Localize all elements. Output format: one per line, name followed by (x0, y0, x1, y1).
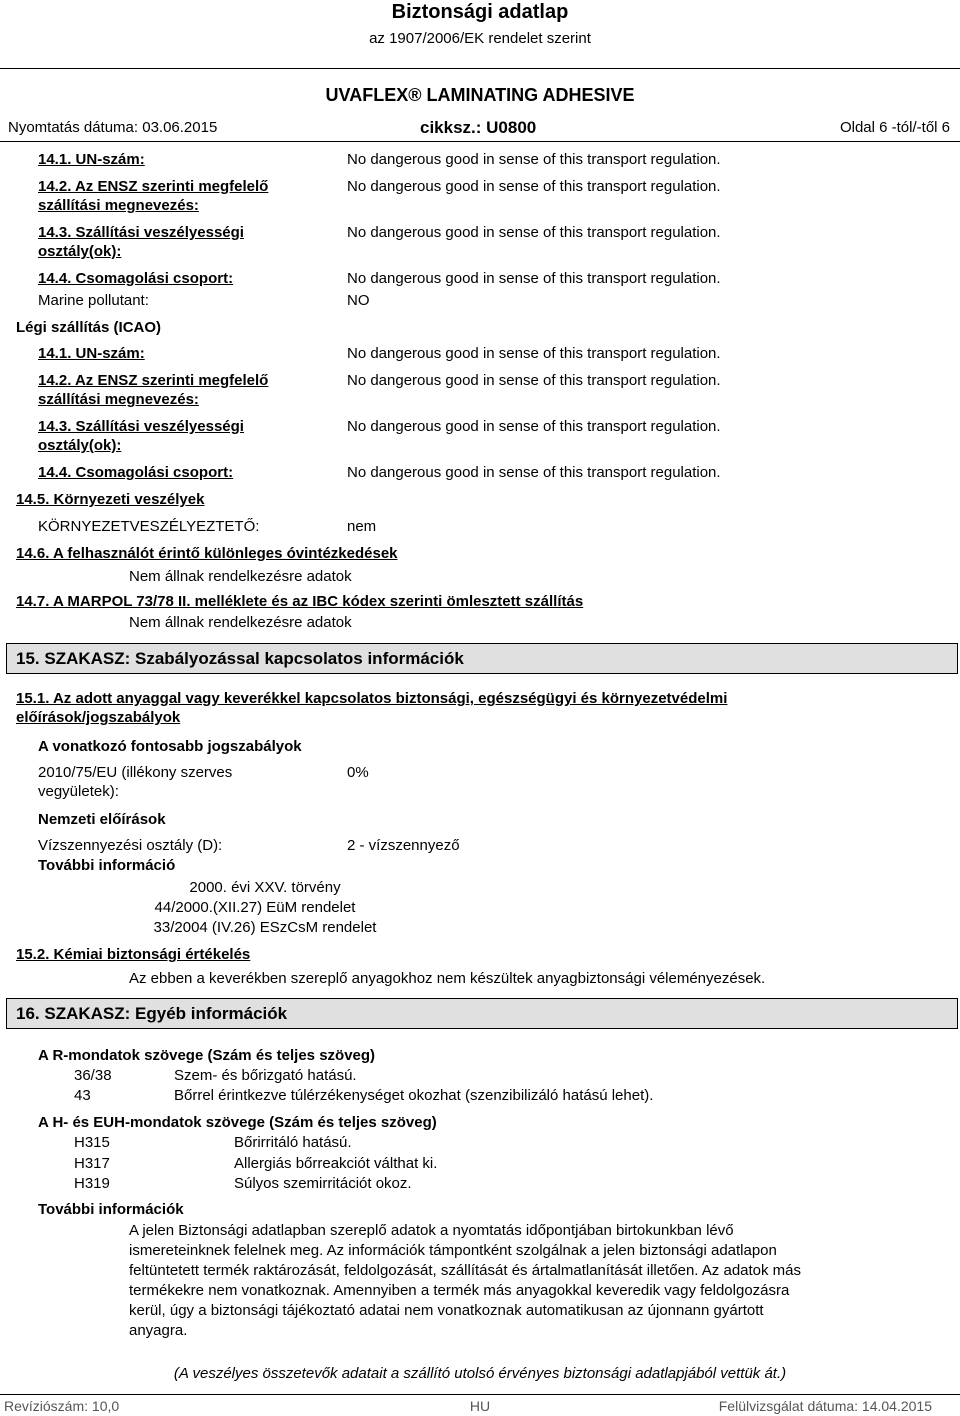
r-phrase-text: Szem- és bőrizgató hatású. (174, 1067, 357, 1084)
env-hazard-label: KÖRNYEZETVESZÉLYEZTETŐ: (38, 518, 260, 535)
special-precautions-text: Nem állnak rendelkezésre adatok (129, 568, 352, 585)
special-precautions-heading: 14.6. A felhasználót érintő különleges óvintézkedések (16, 545, 398, 562)
h-phrase-code: H319 (74, 1175, 110, 1192)
sea-shipping-name-value: No dangerous good in sense of this transport regulation. (347, 178, 721, 195)
national-regulations-heading: Nemzeti előírások (38, 811, 166, 828)
env-hazards-heading: 14.5. Környezeti veszélyek (16, 491, 205, 508)
print-date: Nyomtatás dátuma: 03.06.2015 (8, 119, 218, 136)
language-code: HU (469, 1398, 491, 1414)
further-info-line: kerül, úgy a biztonsági tájékoztató adatai nem vonatkoznak automatikusan az újonnann gyártott (129, 1302, 764, 1319)
marpol-heading: 14.7. A MARPOL 73/78 II. melléklete és az IBC kódex szerinti ömlesztett szállítás (16, 593, 584, 610)
document-title: Biztonsági adatlap (391, 1, 569, 23)
further-info-line: feltüntetett termék raktározását, feldolgozását, szállítását és ártalmatlanítását illetően. Az adatok más (129, 1262, 802, 1279)
document-subtitle: az 1907/2006/EK rendelet szerint (369, 30, 591, 47)
section-16-bar (6, 998, 958, 1029)
r-phrase-code: 36/38 (74, 1067, 112, 1084)
further-info-line: A jelen Biztonsági adatlapban szereplő adatok a nyomtatás időpontjában birtokunkban lévő (129, 1222, 734, 1239)
water-class-value: 2 - vízszennyező (347, 837, 460, 854)
article-number: cikksz.: U0800 (420, 118, 537, 137)
footer-rule (0, 1394, 960, 1395)
marine-pollutant-label: Marine pollutant: (38, 292, 149, 309)
r-phrases-heading: A R-mondatok szövege (Szám és teljes szöveg) (38, 1047, 376, 1064)
law-line-1: 2000. évi XXV. törvény (189, 879, 341, 896)
law-line-3: 33/2004 (IV.26) ESzCsM rendelet (153, 919, 377, 936)
section-15-bar (6, 643, 958, 674)
main-regulations-heading: A vonatkozó fontosabb jogszabályok (38, 738, 302, 755)
h-phrase-text: Bőrirritáló hatású. (234, 1134, 352, 1151)
sea-hazard-class-label: 14.3. Szállítási veszélyességi osztály(ok): (38, 224, 244, 260)
further-info-line: ismereteinknek felelnek meg. Az információk támpontként szolgálnak a jelen biztonsági adatlapon (129, 1242, 777, 1259)
air-un-number-value: No dangerous good in sense of this transport regulation. (347, 345, 721, 362)
sea-hazard-class-value: No dangerous good in sense of this transport regulation. (347, 224, 721, 241)
r-phrase-text: Bőrrel érintkezve túlérzékenységet okozhat (szenzibilizáló hatású lehet). (174, 1087, 654, 1104)
review-date: Felülvizsgálat dátuma: 14.04.2015 (718, 1398, 932, 1414)
header-bottom-rule (0, 141, 960, 142)
air-hazard-class-label: 14.3. Szállítási veszélyességi osztály(ok): (38, 418, 244, 454)
marpol-text: Nem állnak rendelkezésre adatok (129, 614, 352, 631)
air-un-number-label: 14.1. UN-szám: (38, 345, 145, 362)
sea-packing-group-value: No dangerous good in sense of this transport regulation. (347, 270, 721, 287)
product-name: UVAFLEX® LAMINATING ADHESIVE (325, 85, 635, 105)
sea-packing-group-label: 14.4. Csomagolási csoport: (38, 270, 234, 287)
h-phrases-heading: A H- és EUH-mondatok szövege (Szám és teljes szöveg) (38, 1114, 437, 1131)
further-info-line: termékekre nem vonatkoznak. Amennyiben a termék más anyagokkal keveredik vagy feldolgozásra (129, 1282, 790, 1299)
further-information-heading: További információk (38, 1201, 184, 1218)
air-packing-group-value: No dangerous good in sense of this transport regulation. (347, 464, 721, 481)
air-hazard-class-value: No dangerous good in sense of this transport regulation. (347, 418, 721, 435)
further-info-line: anyagra. (129, 1322, 188, 1339)
air-shipping-name-label: 14.2. Az ENSZ szerinti megfelelő szállítási megnevezés: (38, 372, 269, 408)
voc-label: 2010/75/EU (illékony szerves vegyületek): (38, 764, 233, 800)
header-rule (0, 68, 960, 69)
voc-value: 0% (347, 764, 369, 781)
h-phrase-code: H317 (74, 1155, 110, 1172)
h-phrase-text: Súlyos szemirritációt okoz. (234, 1175, 412, 1192)
section-15-title: 15. SZAKASZ: Szabályozással kapcsolatos információk (16, 649, 464, 668)
chemical-safety-heading: 15.2. Kémiai biztonsági értékelés (16, 946, 251, 963)
r-phrase-code: 43 (74, 1087, 91, 1104)
chemical-safety-text: Az ebben a keverékben szereplő anyagokhoz nem készültek anyagbiztonsági véleményezések. (129, 970, 766, 987)
revision-number: Revíziószám: 10,0 (4, 1398, 120, 1414)
regulations-heading: 15.1. Az adott anyaggal vagy keverékkel kapcsolatos biztonsági, egészségügyi és környezetvédelmi előírások/jogszabályok (16, 690, 728, 726)
source-note: (A veszélyes összetevők adatait a szállító utolsó érvényes biztonsági adatlapjából vettük át.) (173, 1365, 787, 1382)
air-packing-group-label: 14.4. Csomagolási csoport: (38, 464, 234, 481)
sea-un-number-value: No dangerous good in sense of this transport regulation. (347, 151, 721, 168)
page-number: Oldal 6 -tól/-től 6 (839, 119, 950, 136)
env-hazard-value: nem (347, 518, 377, 535)
h-phrase-text: Allergiás bőrreakciót válthat ki. (234, 1155, 438, 1172)
air-transport-heading: Légi szállítás (ICAO) (16, 319, 162, 336)
sea-un-number-label: 14.1. UN-szám: (38, 151, 145, 168)
h-phrase-code: H315 (74, 1134, 110, 1151)
marine-pollutant-value: NO (347, 292, 370, 309)
section-16-title: 16. SZAKASZ: Egyéb információk (16, 1004, 288, 1023)
water-class-label: Vízszennyezési osztály (D): (38, 837, 223, 854)
law-line-2: 44/2000.(XII.27) EüM rendelet (154, 899, 356, 916)
further-info-heading: További információ (38, 857, 176, 874)
sea-shipping-name-label: 14.2. Az ENSZ szerinti megfelelő szállítási megnevezés: (38, 178, 269, 214)
air-shipping-name-value: No dangerous good in sense of this transport regulation. (347, 372, 721, 389)
